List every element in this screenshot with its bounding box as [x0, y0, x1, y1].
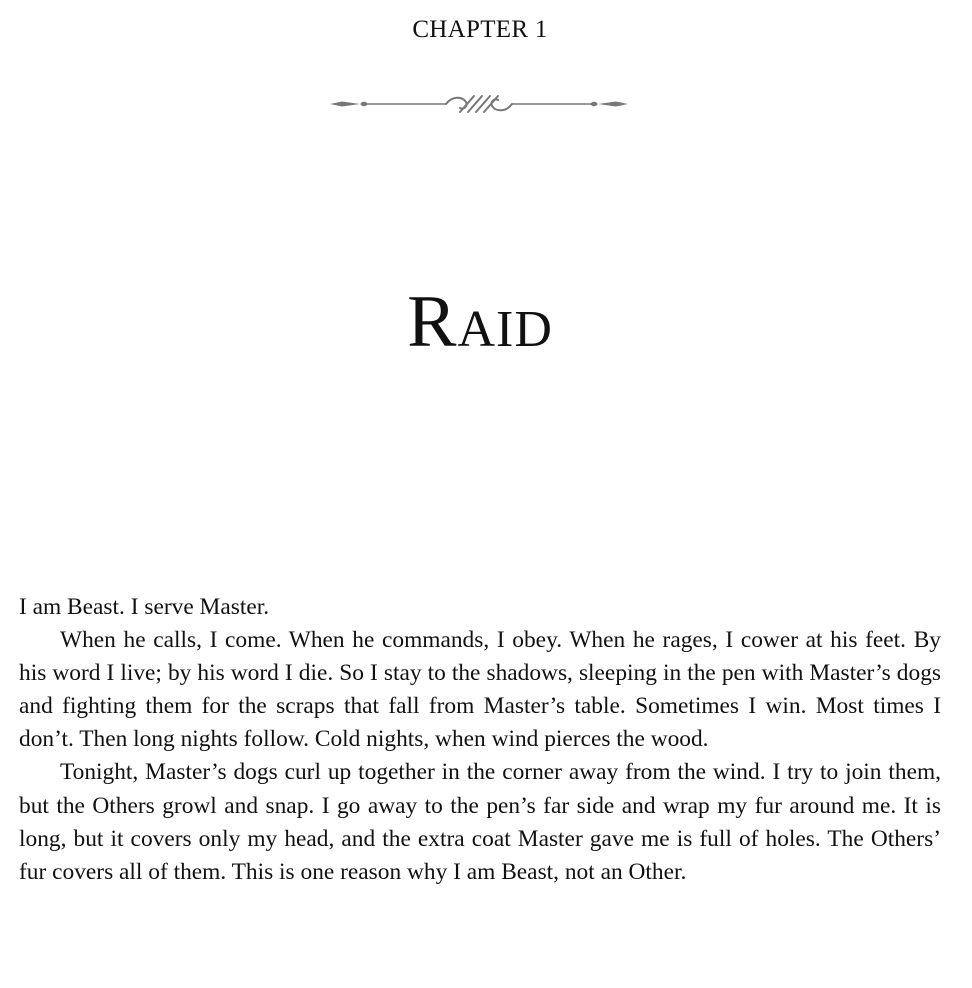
paragraph: Tonight, Master’s dogs curl up together in the corner away from the wind. I try to join them, but the Others growl and snap. I go away to the pen’s far side and wrap my fur around me. It is long, but it covers only my head, and the extra coat Master gave me is full of holes. The Others’ fur covers all of them. This is one reason why I am Beast, not an Other. [19, 759, 941, 885]
flourish-divider-icon [328, 88, 630, 120]
paragraph: When he calls, I come. When he commands, I obey. When he rages, I cower at his feet. By his word I live; by his word I die. So I stay to the shadows, sleeping in the pen with Master’s dogs and fighting them for the scraps that fall from Master’s table. Sometimes I win. Most times I don’t. Then long nights follow. Cold nights, when wind pierces the wood. [19, 627, 941, 753]
chapter-label: CHAPTER 1 [412, 16, 548, 43]
chapter-title: Raid [407, 281, 553, 363]
chapter-body [19, 591, 941, 889]
paragraph: I am Beast. I serve Master. [19, 594, 270, 620]
